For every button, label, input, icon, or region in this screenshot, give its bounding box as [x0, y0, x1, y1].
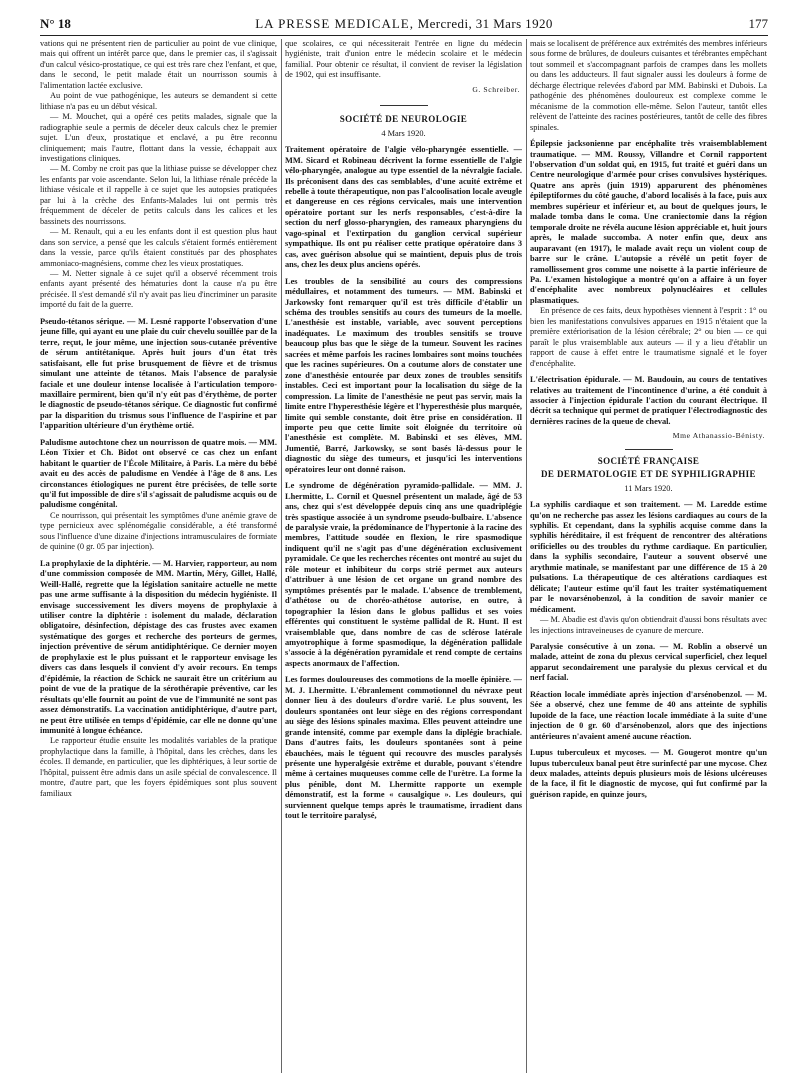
paragraph: — M. Comby ne croit pas que la lithiase puisse se développer chez les enfants par voie ascendante. Selon lui, la lithiase rénale précède la lithiase vésicale et il rappelle à ce sujet que les autopsies pratiquées par lui à la crèche des Enfants-Malades lui ont permis très fréquemment de déceler de petits calculs dans les calices et les bassinets des nourrissons. — [40, 164, 277, 226]
paragraph: — M. Renault, qui a eu les enfants dont il est question plus haut dans son service, a pensé que les calculs s'étaient formés entièrement dans la vessie, parce qu'ils étaient constitués par des phosphates ammoniaco-magnésiens, comme chez les vieux prostatiques. — [40, 227, 277, 268]
issue-number: N° 18 — [40, 16, 71, 31]
article-zona: Paralysie consécutive à un zona. — M. Roblin a observé un malade, atteint de zona du plexus cervical superficiel, chez lequel apparut secondairement une paralysie du plexus cervical et du nerf facial. — [530, 642, 767, 683]
issue-date: Mercredi, 31 Mars 1920 — [417, 16, 553, 31]
article-syphilis-cardiaque: La syphilis cardiaque et son traitement. — M. Laredde estime qu'on ne recherche pas assez les lésions cardiaques au cours de la syphilis. Et cependant, dans la syphilis acquise comme dans la syphilis héréditaire, il est fréquent de rencontrer des altérations orificielles ou des troubles du rythme cardiaque. En particulier, dans la syphilis secondaire, l'auteur a souvent observé une arythmie matinale, se manifestant par une différence de 15 à 20 pulsations. La thérapeutique de ces altérations cardiaques est délicate; l'auteur estime qu'il faut les traiter systématiquement par le novarsénobenzol, à la condition de savoir manier ce médicament. — [530, 500, 767, 614]
paragraph: — M. Abadie est d'avis qu'on obtiendrait d'aussi bons résultats avec les injections intraveineuses de cyanure de mercure. — [530, 615, 767, 635]
journal-title-line — [40, 16, 768, 32]
article-pyramido-pallidale: Le syndrome de dégénération pyramido-pallidale. — MM. J. Lhermitte, L. Cornil et Quesnel présentent un malade, âgé de 53 ans, chez qui s'est développée depuis cinq ans une quadriplégie très spastique associée à un syndrome pseudo-bulbaire. L'absence de paralysie vraie, la prédominance de l'hypertonie à la racine des membres, l'attitude soudée en flexion, le rire spasmodique indiquent qu'il ne s'agit pas d'une dégénération exclusivement pyramidale. Ce que les recherches récentes ont montré au sujet du rôle moteur et inhibiteur du corps strié permet aux auteurs d'attribuer à une lésion de cet organe un grand nombre des symptômes présentés par le malade. L'absence de tremblement, d'athétose ou de choréo-athétose autorise, en outre, à topographier la lésion dans le globus pallidus et ses voies efférentes qui constituent le système pallidal de R. Hunt. Il est vraisemblable que, dans nombre de cas de sclérose latérale amyotrophique à forme spasmodique, la dégénération pallidale s'associe à la dégénération pyramidale et rend compte de certains aspects anormaux de l'affection. — [285, 481, 522, 668]
article-commotions: Les formes douloureuses des commotions de la moelle épinière. — M. J. Lhermitte. L'ébranlement commotionnel du névraxe peut donner lieu à des douleurs d'ordre varié. Le plus souvent, les douleurs spontanées ont leur siège en des régions correspondant au siège des lésions spinales maxima. Elles peuvent atteindre une grande intensité, comme par exemple dans la diplégie brachiale. Dans d'autres faits, les douleurs spontanées sont à peine ébauchées, mais le téguent qui recouvre des muscles paralysés présente une hyperalgésie extrême et durable, pouvant s'étendre même à certaines muqueuses comme celle de l'urètre. La forme la plus pénible, dont M. Lhermitte rapporte un exemple démonstratif, est la forme « causalgique ». Les douleurs, qui surviennent quelque temps après le traumatisme, irradient dans tout le territoire paralysé, — [285, 675, 522, 821]
section-divider — [380, 105, 428, 106]
paragraph: que scolaires, ce qui nécessiterait l'entrée en ligne du médecin hygiéniste, trait d'union entre le médecin scolaire et le médecin familial. Pour obtenir ce résultat, il convient de reviser la législation de 1902, qui est insuffisante. — [285, 39, 522, 80]
article-algie: Traitement opératoire de l'algie vélo-pharyngée essentielle. — MM. Sicard et Robineau décrivent la forme essentielle de l'algie vélo-pharyngée, analogue au type essentiel de la névralgie faciale. Ils préconisent dans des cas semblables, d'une acuité extrême et rebelle à toute thérapeutique, non pas l'alcoolisation locale aveugle et dangereuse en ces régions cervicales, mais une intervention opératoire portant sur les nerfs responsables, c'est-à-dire la section du nerf glosso-pharyngien, des rameaux pharyngiens du vago-spinal et l'extirpation du ganglion cervical supérieur sympathique. Ils ont pu réaliser cette pratique opératoire dans 3 cas, avec guérison absolue qui se maintient, depuis plus de trois ans, chez les deux plus anciens opérés. — [285, 145, 522, 270]
article-arsenobenzol: Réaction locale immédiate après injection d'arsénobenzol. — M. Sée a observé, chez une femme de 40 ans atteinte de syphilis lupoïde de la face, une réaction locale immédiate à la suite d'une injection de 0 gr. 60 d'arsénobenzol, alors que des injections antérieures n'avaient amené aucune réaction. — [530, 689, 767, 741]
paragraph: — M. Mouchet, qui a opéré ces petits malades, signale que la radiographie seule a permis de déceler deux calculs chez le premier sujet. L'un d'eux, prostatique et enclavé, a pu être reconnu cliniquement; mais l'autre, flottant dans la vessie, échappait aux investigations cliniques. — [40, 112, 277, 163]
session-date: 4 Mars 1920. — [381, 128, 426, 138]
section-title-neurologie: SOCIÉTÉ DE NEUROLOGIE — [339, 114, 468, 125]
article-electrisation: L'électrisation épidurale. — M. Baudouin, au cours de tentatives relatives au traitement de l'incontinence d'urine, a été conduit à associer à l'injection épidurale l'action du courant électrique. Il décrit sa technique qui permet de pratiquer l'électrodiagnostic des dernières racines de la queue de cheval. — [530, 375, 767, 426]
paragraph: En présence de ces faits, deux hypothèses viennent à l'esprit : 1° ou bien les manifestations convulsives apparues en 1915 n'étaient que la première extériorisation de la lésion cérébrale; 2° ou bien — ce qui paraît le plus vraisemblable aux auteurs — il y a lieu d'établir un rapport de cause à effet entre le traumatisme signalé et le foyer d'encéphalite. — [530, 306, 767, 368]
column-2 — [285, 39, 522, 1075]
article-lupus: Lupus tuberculeux et mycoses. — M. Gougerot montre qu'un lupus tuberculeux banal peut être surinfecté par une mycose. Chez deux malades, atteints depuis plusieurs mois de lésions ulcéreuses de la face, il fit le diagnostic de mycose, qui fut confirmé par la guérison rapide, en quinze jours, — [530, 748, 767, 799]
author-signature: Mme Athanassio-Bénisty. — [672, 431, 765, 441]
article-sensibilite: Les troubles de la sensibilité au cours des compressions médullaires, et notamment des tumeurs. — MM. Babinski et Jarkowsky font remarquer qu'il est très difficile d'établir un schéma des troubles sensitifs au cours des tumeurs de la moelle. L'anesthésie est instable, variable, avec souvent perceptions inadéquates. Le maximum des troubles sensitifs se trouve beaucoup plus bas que le siège de la tumeur. Souvent les racines sacrées et même parfois les racines lombaires sont moins touchées que les racines supérieures. On a coutume alors de constater une zone d'anesthésie entourée par deux zones de troubles sensitifs instables. Ceci est important pour la localisation du siège de la compression. La limite de l'anesthésie ne peut pas servir, mais la limite entre l'hyperesthésie légère et l'hyperesthésie plus marquée, limite qui semble constante, doit être prise en considération. Il importe peu que cette limite soit éloignée du territoire où l'anesthésie est complète. M. Babinski et ses élèves, MM. Jumentié, Barré, Jarkowsky, se sont basés là-dessus pour le diagnostic du siège des tumeurs, et jusqu'ici les interventions opératoires leur ont donné raison. — [285, 276, 522, 474]
section-title-line-2: DE DERMATOLOGIE ET DE SYPHILIGRAPHIE — [541, 469, 756, 480]
article-paludisme: Paludisme autochtone chez un nourrisson de quatre mois. — MM. Léon Tixier et Ch. Bidot ont observé ce cas chez un enfant habitant le quartier de l'École Militaire, à Paris. La mère du bébé avait eu des accès de paludisme en Vendée à l'âge de 8 ans. Les circonstances étiologiques ne purent être précisées, de telle sorte qu'il fut impossible de dire s'il s'agissait de paludisme acquis ou de paludisme congénital. — [40, 437, 277, 510]
paragraph: Au point de vue pathogénique, les auteurs se demandent si cette lithiase n'a pas eu un début vésical. — [40, 91, 277, 111]
page-header — [40, 13, 768, 36]
section-title-line-1: SOCIÉTÉ FRANÇAISE — [597, 455, 700, 466]
column-3 — [530, 39, 767, 1075]
page-number: 177 — [748, 16, 768, 31]
session-date: 11 Mars 1920. — [624, 483, 673, 493]
paragraph: vations qui ne présentent rien de particulier au point de vue clinique, mais qui offrent un intérêt parce que, dans le premier cas, il s'agissait d'un calcul vésico-prostatique, ce qui est très rare chez l'enfant, et que, dans le second, le petit malade était un nourrisson soumis à l'alimentation lactée exclusive. — [40, 39, 277, 90]
column-1 — [40, 39, 277, 1075]
article-pseudo-tetanos: Pseudo-tétanos sérique. — M. Lesné rapporte l'observation d'une jeune fille, qui ayant eu une plaie du cuir chevelu souillée par de la terre, reçut, le jour même, une injection sous-cutanée préventive de sérum antitétanique. Après huit jours d'un état très satisfaisant, elle fut prise brusquement de fièvre et de trismus simulant une atteinte de tétanos. Mais l'absence de paralysie faciale et une douleur intense localisée à l'articulation temporo-maxillaire permirent, bien qu'il n'y eût pas d'érythème, de porter le diagnostic de pseudo-tétanos sérique. Ce diagnostic fut confirmé par la disparition du trismus sous l'influence de l'aspirine et par l'apparition ultérieure d'un érythème ortié. — [40, 316, 277, 431]
column-rule — [281, 39, 282, 1073]
article-diphterie: La prophylaxie de la diphtérie. — M. Harvier, rapporteur, au nom d'une commission composée de MM. Martin, Méry, Gillet, Hallé, Weill-Hallé, regrette que la législation sanitaire actuelle ne mette pas une arme suffisante à la disposition du médecin hygiéniste. Il envisage successivement les divers moyens de prophylaxie à utiliser contre la diphtérie : isolement du malade, déclaration obligatoire, désinfection, dépistage des cas frustes avec examen systématique des gorges et recherche des porteurs de germes, injection préventive de sérum antidiphtérique. Ce dernier moyen de prophylaxie est le plus puissant et le rapporteur envisage les divers cas dans lesquels il convient d'y avoir recours. En temps d'épidémie, la réaction de Schick ne saurait être un critérium au point de vue de la pratique de la sérothérapie préventive, car les résultats qu'elle fournit au point de vue de l'immunité ne sont pas assez démonstratifs. La vaccination antidiphtérique, d'autre part, ne peut être utilisée en temps d'épidémie, car elle ne donne qu'une immunité à longue échéance. — [40, 558, 277, 735]
journal-title: LA PRESSE MEDICALE, — [255, 16, 414, 31]
paragraph: Le rapporteur étudie ensuite les modalités variables de la pratique prophylactique dans la famille, à l'hôpital, dans les crèches, dans les écoles. Il demande, en particulier, que les diphtériques, à leur sortie de l'hôpital, puissent être admis dans un asile spécial de convalescence. Il montre, d'autre part, que les foyers épidémiques sont plus souvent familiaux — [40, 736, 277, 798]
column-rule — [526, 39, 527, 1073]
paragraph: Ce nourrisson, qui présentait les symptômes d'une anémie grave de type pernicieux avec splénomégalie considérable, a été transformé sous l'influence d'une dizaine d'injections intramusculaires de formiate de quinine (0 gr. 05 par injection). — [40, 510, 277, 552]
article-epilepsie: Épilepsie jacksonienne par encéphalite très vraisemblablement traumatique. — MM. Roussy, Villandre et Cornil rapportent l'observation d'un soldat qui, en 1915, fut traité et guéri dans un Centre neurologique d'armée pour crises convulsives hystériques. Quatre ans après (juin 1919) apparurent des phénomènes épileptiformes du côté gauche, d'abord localisés à la face, puis aux membres supérieur et inférieur et, au bout de quelques jours, le malade tomba dans le coma. Une craniectomie dans la région temporale droite ne révéla aucune lésion appréciable et, huit jours après, le malade succomba. A noter enfin que, deux ans auparavant (en 1917), le malade avait reçu un violent coup de barre sur le crâne. L'autopsie a révélé un petit foyer de ramollissement gros comme une noisette à la partie inférieure de Pa. L'examen histologique a montré qu'on a affaire à un foyer d'encéphalite avec nombreux polynucléaires et cellules plasmatiques. — [530, 139, 767, 305]
paragraph: mais se localisent de préférence aux extrémités des membres inférieurs sous forme de brûlures, de douleurs cuisantes et térébrantes empêchant tout sommeil et s'accompagnant parfois de crampes dans les mollets ou dans les adducteurs. Il faut signaler aussi les douleurs à forme de décharge électrique relevées d'abord par MM. Babinski et Dubois. La pathogénie des phénomènes douloureux est complexe comme le mécanisme de la commotion elle-même. Selon l'auteur, tantôt elles relèvent de l'atteinte des racines postérieures, tantôt de celle des fibres spinales. — [530, 39, 767, 132]
author-signature: G. Schreiber. — [472, 84, 520, 94]
paragraph: — M. Netter signale à ce sujet qu'il a observé récemment trois enfants ayant présenté des hématuries dont la cause n'a pu être précisée. Il s'est demandé s'il n'y avait pas lieu d'incriminer un parasite importé du fait de la guerre. — [40, 268, 277, 310]
section-divider — [625, 449, 673, 450]
